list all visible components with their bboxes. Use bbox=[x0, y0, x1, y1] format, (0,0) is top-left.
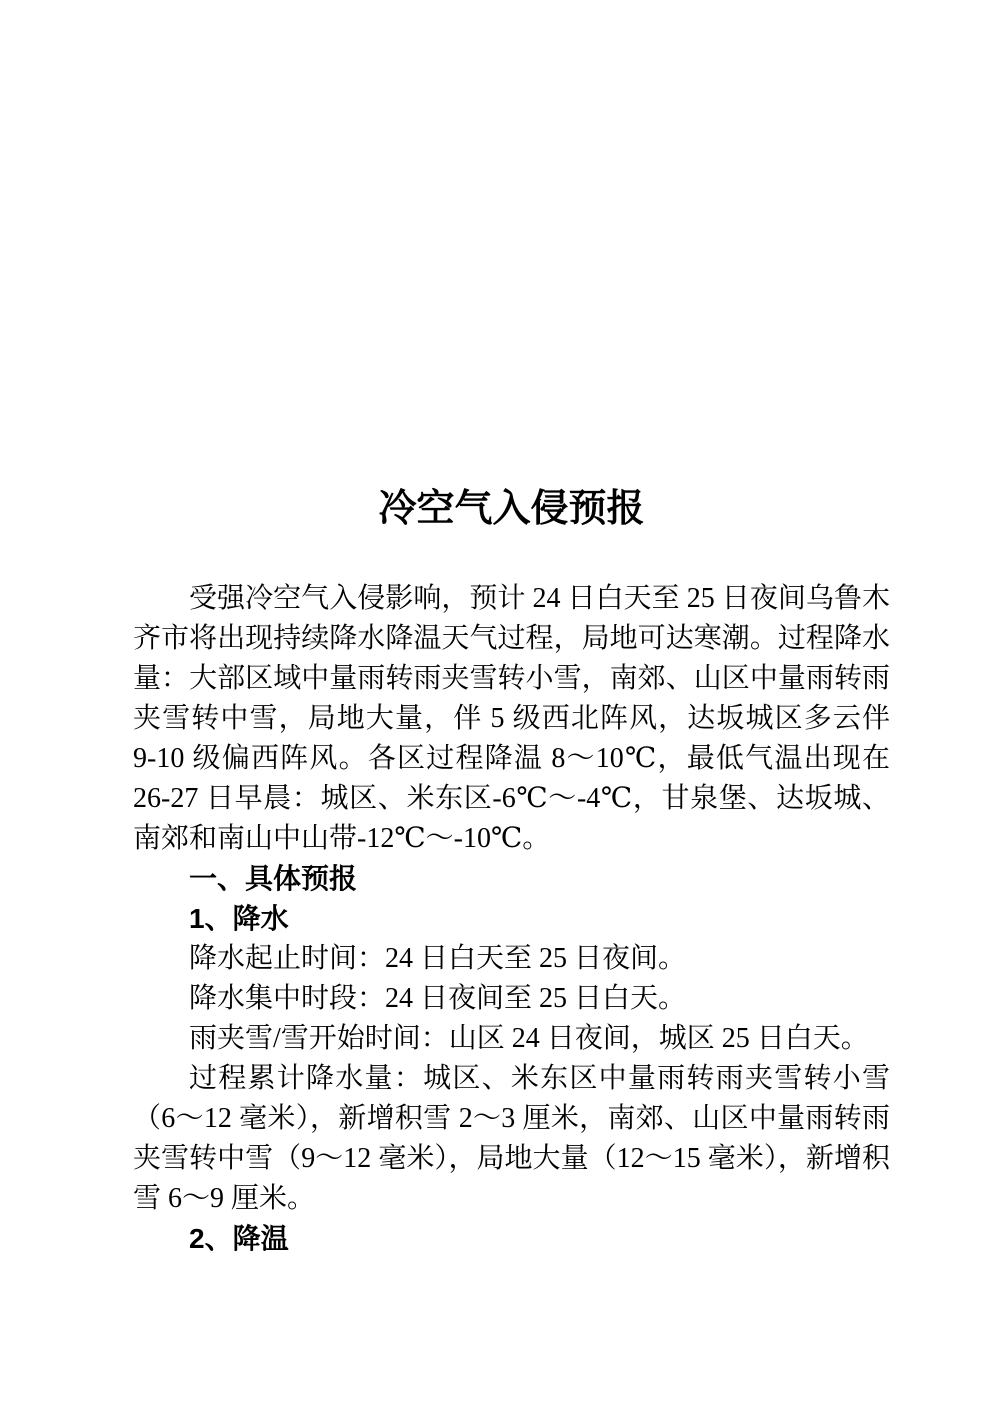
sleet-snow-start-time-line: 雨夹雪/雪开始时间：山区 24 日夜间，城区 25 日白天。 bbox=[189, 1023, 869, 1054]
intro-paragraph: 受强冷空气入侵影响，预计 24 日白天至 25 日夜间乌鲁木齐市将出现持续降水降温天气过程，局地可达寒潮。过程降水量：大部区域中量雨转雨夹雪转小雪，南郊、山区中量雨转雨夹雪转中雪，局地大量，伴 5 级西北阵风，达坂城区多云伴 9-10 级偏西阵风。各区过程降温 8～10℃，最低气温出现在 26-27 日早晨：城区、米东区-6℃～-4℃，甘泉堡、达坂城、南郊和南山中山带-12℃～-10℃。 bbox=[133, 583, 890, 854]
precipitation-concentrated-period-line: 降水集中时段：24 日夜间至 25 日白天。 bbox=[189, 983, 687, 1014]
section-heading-specific-forecast: 一、具体预报 bbox=[189, 863, 358, 894]
subsection-heading-precipitation: 1、降水 bbox=[189, 903, 289, 934]
document-title: 冷空气入侵预报 bbox=[378, 488, 645, 530]
accumulated-precipitation-paragraph: 过程累计降水量：城区、米东区中量雨转雨夹雪转小雪（6～12 毫米），新增积雪 2～3 厘米，南郊、山区中量雨转雨夹雪转中雪（9～12 毫米），局地大量（12～15 毫米），新增积雪 6～9 厘米。 bbox=[133, 1063, 890, 1214]
document-text-column bbox=[133, 0, 890, 1259]
subsection-heading-cooling: 2、降温 bbox=[189, 1223, 289, 1254]
precipitation-start-end-line: 降水起止时间：24 日白天至 25 日夜间。 bbox=[189, 943, 687, 974]
